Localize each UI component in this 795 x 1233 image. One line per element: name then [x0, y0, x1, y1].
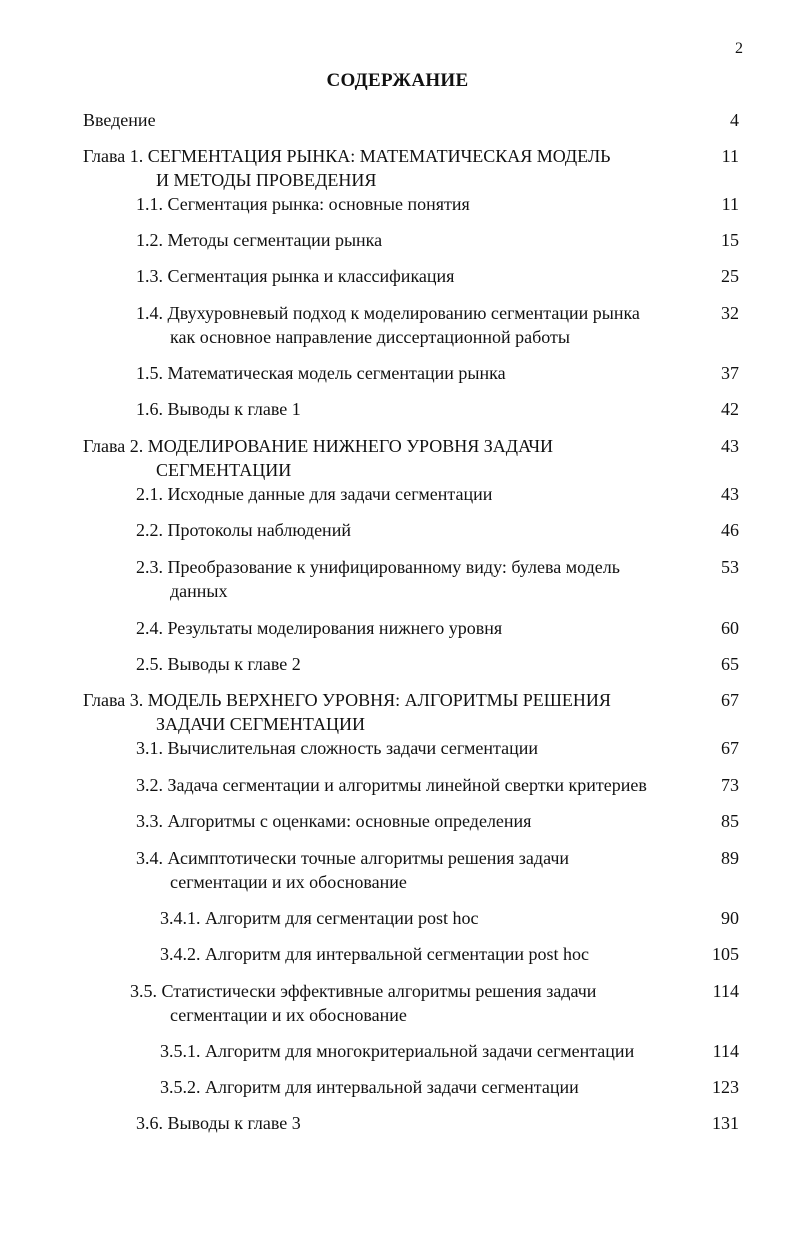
- toc-entry-section-3-4-1[interactable]: [160, 906, 739, 930]
- toc-entry-page: 25: [721, 266, 739, 286]
- toc-entry-introduction[interactable]: [83, 108, 739, 132]
- toc-entry-text: 1.3. Сегментация рынка и классификация: [136, 266, 455, 286]
- toc-entry-page: 114: [712, 981, 739, 1001]
- toc-entry-section-3-5[interactable]: [130, 979, 739, 1027]
- toc-entry-section-2-3[interactable]: [136, 555, 739, 603]
- toc-entry-text: 3.6. Выводы к главе 3: [136, 1113, 301, 1133]
- toc-entry-page: 32: [721, 303, 739, 323]
- toc-entry-page: 123: [712, 1077, 739, 1097]
- toc-entry-section-3-5-1[interactable]: [160, 1039, 739, 1063]
- toc-entry-page: 42: [721, 399, 739, 419]
- toc-entry-text: 3.4.2. Алгоритм для интервальной сегментации post hoc: [160, 944, 590, 964]
- toc-entry-page: 65: [721, 654, 739, 674]
- toc-entry-section-2-5[interactable]: [136, 652, 739, 676]
- toc-entry-page: 15: [721, 230, 739, 250]
- toc-entry-text-continuation: ЗАДАЧИ СЕГМЕНТАЦИИ: [156, 714, 366, 734]
- toc-entry-section-1-6[interactable]: [136, 397, 739, 421]
- toc-entry-text: 3.3. Алгоритмы с оценками: основные определения: [136, 811, 532, 831]
- toc-entry-page: 90: [721, 908, 739, 928]
- page-title: СОДЕРЖАНИЕ: [326, 70, 469, 91]
- toc-entry-section-1-4[interactable]: [136, 301, 739, 349]
- toc-entry-text: 2.3. Преобразование к унифицированному виду: булева модель: [136, 557, 620, 577]
- toc-entry-page: 53: [721, 557, 739, 577]
- toc-entry-chapter-3[interactable]: [83, 688, 739, 736]
- toc-entry-text: 1.6. Выводы к главе 1: [136, 399, 301, 419]
- toc-entry-page: 43: [721, 436, 739, 456]
- toc-entry-page: 105: [712, 944, 739, 964]
- toc-entry-page: 114: [712, 1041, 739, 1061]
- toc-entry-page: 11: [721, 146, 739, 166]
- toc-entry-section-2-4[interactable]: [136, 616, 739, 640]
- toc-entry-chapter-2[interactable]: [83, 434, 739, 482]
- toc-entry-text: 3.1. Вычислительная сложность задачи сегментации: [136, 738, 538, 758]
- toc-entry-text-continuation: как основное направление диссертационной работы: [170, 327, 570, 347]
- toc-entry-section-3-6[interactable]: [136, 1111, 739, 1135]
- toc-entry-text: 3.5. Статистически эффективные алгоритмы решения задачи: [130, 981, 597, 1001]
- toc-entry-text: 3.4. Асимптотически точные алгоритмы решения задачи: [136, 848, 570, 868]
- toc-entry-section-1-3[interactable]: [136, 264, 739, 288]
- page-number: 2: [735, 40, 743, 57]
- toc-entry-section-3-4[interactable]: [136, 846, 739, 894]
- toc-entry-section-3-4-2[interactable]: [160, 942, 739, 966]
- toc-entry-text-continuation: И МЕТОДЫ ПРОВЕДЕНИЯ: [156, 170, 377, 190]
- toc-entry-page: 43: [721, 484, 739, 504]
- toc-entry-section-1-5[interactable]: [136, 361, 739, 385]
- toc-entry-section-3-2[interactable]: [136, 773, 739, 797]
- toc-entry-page: 131: [712, 1113, 739, 1133]
- toc-entry-page: 46: [721, 520, 739, 540]
- toc-entry-page: 89: [721, 848, 739, 868]
- toc-entry-text: Введение: [83, 110, 156, 130]
- toc-entry-page: 67: [721, 690, 739, 710]
- toc-entry-page: 73: [721, 775, 739, 795]
- toc-entry-page: 4: [730, 110, 739, 130]
- toc-entry-text: 2.4. Результаты моделирования нижнего уровня: [136, 618, 503, 638]
- toc-entry-text: Глава 1. СЕГМЕНТАЦИЯ РЫНКА: МАТЕМАТИЧЕСКАЯ МОДЕЛЬ: [83, 146, 611, 166]
- toc-entry-text: 2.1. Исходные данные для задачи сегментации: [136, 484, 493, 504]
- toc-entry-chapter-1[interactable]: [83, 144, 739, 192]
- toc-entry-text: 1.4. Двухуровневый подход к моделированию сегментации рынка: [136, 303, 640, 323]
- toc-entry-text: Глава 2. МОДЕЛИРОВАНИЕ НИЖНЕГО УРОВНЯ ЗАДАЧИ: [83, 436, 554, 456]
- toc-entry-section-1-1[interactable]: [136, 192, 739, 216]
- toc-entry-text: 3.2. Задача сегментации и алгоритмы линейной свертки критериев: [136, 775, 647, 795]
- toc-entry-text: Глава 3. МОДЕЛЬ ВЕРХНЕГО УРОВНЯ: АЛГОРИТМЫ РЕШЕНИЯ: [83, 690, 611, 710]
- toc-entry-page: 67: [721, 738, 739, 758]
- toc-entry-page: 11: [721, 194, 739, 214]
- toc-entry-text: 3.4.1. Алгоритм для сегментации post hoc: [160, 908, 479, 928]
- toc-entry-text: 3.5.2. Алгоритм для интервальной задачи сегментации: [160, 1077, 579, 1097]
- toc-entry-page: 37: [721, 363, 739, 383]
- toc-entry-section-1-2[interactable]: [136, 228, 739, 252]
- toc-entry-text: 2.2. Протоколы наблюдений: [136, 520, 351, 540]
- toc-entry-text: 2.5. Выводы к главе 2: [136, 654, 301, 674]
- toc-entry-text: 1.1. Сегментация рынка: основные понятия: [136, 194, 470, 214]
- toc-entry-text-continuation: сегментации и их обоснование: [170, 872, 407, 892]
- toc-entry-section-3-3[interactable]: [136, 809, 739, 833]
- toc-entry-section-3-1[interactable]: [136, 736, 739, 760]
- toc-entry-section-3-5-2[interactable]: [160, 1075, 739, 1099]
- toc-entry-section-2-2[interactable]: [136, 518, 739, 542]
- toc-entry-page: 60: [721, 618, 739, 638]
- toc-entry-text: 1.5. Математическая модель сегментации рынка: [136, 363, 506, 383]
- toc-entry-text: 1.2. Методы сегментации рынка: [136, 230, 383, 250]
- toc-entry-text-continuation: СЕГМЕНТАЦИИ: [156, 460, 292, 480]
- toc-entry-page: 85: [721, 811, 739, 831]
- toc-entry-text-continuation: сегментации и их обоснование: [170, 1005, 407, 1025]
- toc-entry-text: 3.5.1. Алгоритм для многокритериальной задачи сегментации: [160, 1041, 635, 1061]
- toc-entry-text-continuation: данных: [170, 581, 228, 601]
- toc-entry-section-2-1[interactable]: [136, 482, 739, 506]
